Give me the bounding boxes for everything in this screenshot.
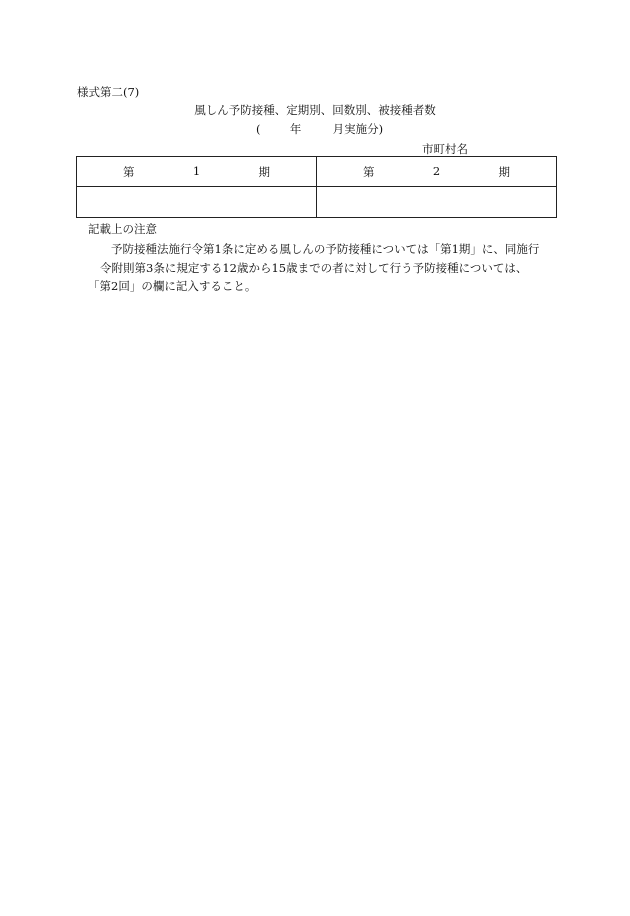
header-prefix: 第 [123, 164, 135, 179]
document-title: 風しん予防接種、定期別、回数別、被接種者数 [194, 103, 436, 117]
period-open-paren: ( [256, 122, 261, 136]
municipality-label: 市町村名 [422, 142, 468, 156]
period-month-label: 月実施分) [332, 122, 384, 136]
header-suffix: 期 [258, 164, 270, 179]
header-number: 1 [192, 163, 201, 178]
header-period-2 [317, 157, 557, 187]
notes-body [88, 240, 558, 296]
reporting-period [256, 121, 383, 137]
notes-line: 「第2回」の欄に記入すること。 [88, 279, 257, 293]
table-header-row [77, 157, 557, 187]
form-number: 様式第二(7) [77, 85, 140, 99]
notes-heading: 記載上の注意 [88, 222, 157, 236]
header-prefix: 第 [363, 164, 375, 179]
vaccination-count-table [76, 156, 557, 218]
notes-line: 予防接種法施行令第1条に定める風しんの予防接種については「第1期」に、同施行 [111, 242, 540, 256]
table-value-row [77, 187, 557, 218]
value-cell-period-1[interactable] [77, 187, 317, 218]
value-cell-period-2[interactable] [317, 187, 557, 218]
period-year-label: 年 [289, 122, 302, 136]
header-suffix: 期 [498, 164, 510, 179]
header-period-1 [77, 157, 317, 187]
header-number: 2 [432, 163, 441, 178]
notes-line: 令附則第3条に規定する12歳から15歳までの者に対して行う予防接種については、 [100, 260, 528, 275]
